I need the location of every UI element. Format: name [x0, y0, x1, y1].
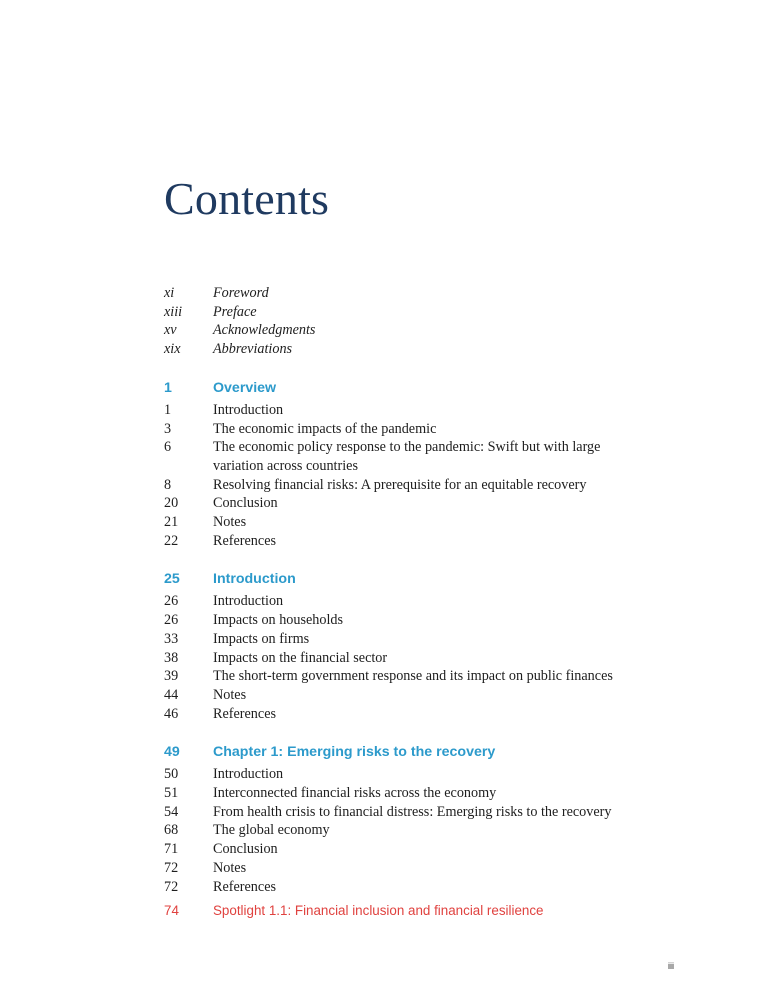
section-title: Overview [213, 379, 277, 396]
entry-title: Resolving financial risks: A prerequisite for an equitable recovery [213, 476, 587, 493]
entry-page: 22 [164, 532, 179, 549]
toc-section-introduction [164, 570, 684, 723]
toc-entry[interactable] [164, 705, 684, 724]
section-page: 49 [164, 744, 180, 761]
entry-page: 20 [164, 495, 179, 512]
entry-page: 3 [164, 420, 172, 437]
toc-entry[interactable] [164, 765, 684, 784]
entry-title: References [213, 705, 277, 722]
toc-entry[interactable] [164, 821, 684, 840]
section-title: Introduction [213, 571, 296, 588]
entry-title: The short-term government response and its impact on public finances [213, 668, 613, 685]
section-heading[interactable] [164, 743, 684, 761]
toc-entry[interactable] [164, 513, 684, 532]
entry-title: Notes [213, 859, 247, 876]
toc-entry[interactable] [164, 401, 684, 420]
entry-page: xiii [164, 303, 183, 320]
entry-title: Conclusion [213, 841, 278, 858]
table-of-contents [164, 284, 684, 920]
section-heading[interactable] [164, 379, 684, 397]
entry-title: Notes [213, 686, 247, 703]
section-page: 25 [164, 571, 180, 588]
toc-entry[interactable] [164, 859, 684, 878]
entry-page: 72 [164, 878, 179, 895]
toc-entry[interactable] [164, 340, 684, 359]
section-page: 1 [164, 379, 172, 396]
entry-page: xi [164, 285, 175, 301]
entry-title: From health crisis to financial distress: Emerging risks to the recovery [213, 803, 612, 820]
entry-title: The economic impacts of the pandemic [213, 420, 437, 437]
toc-entry[interactable] [164, 630, 684, 649]
entry-page: 51 [164, 785, 179, 802]
entry-title: Introduction [213, 401, 284, 418]
entry-page: 46 [164, 705, 179, 722]
toc-entry[interactable] [164, 592, 684, 611]
toc-entry[interactable] [164, 476, 684, 495]
entry-title: References [213, 878, 277, 895]
toc-entry[interactable] [164, 803, 684, 822]
entry-page: 68 [164, 822, 179, 839]
entry-title: Impacts on households [213, 612, 344, 629]
entry-page: 1 [164, 401, 172, 418]
entry-page: 72 [164, 859, 179, 876]
entry-page: 71 [164, 841, 179, 858]
toc-entry[interactable] [164, 878, 684, 897]
toc-entry[interactable] [164, 611, 684, 630]
entry-title: The economic policy response to the pandemic: Swift but with large variation across countries [213, 439, 601, 474]
entry-title: Conclusion [213, 495, 278, 512]
entry-title: Impacts on firms [213, 630, 310, 647]
entry-page: xix [164, 341, 181, 358]
entry-page: 44 [164, 686, 179, 703]
entry-page: 38 [164, 649, 179, 666]
toc-entry[interactable] [164, 686, 684, 705]
toc-entry[interactable] [164, 420, 684, 439]
entry-page: 33 [164, 630, 179, 647]
toc-entry[interactable] [164, 667, 684, 686]
toc-entry[interactable] [164, 840, 684, 859]
toc-entry[interactable] [164, 284, 684, 303]
entry-page: 26 [164, 612, 179, 629]
entry-page: 6 [164, 439, 172, 456]
entry-page: 21 [164, 514, 179, 531]
toc-section-overview [164, 379, 684, 551]
toc-entry[interactable] [164, 438, 684, 475]
entry-title: Foreword [213, 285, 269, 301]
entry-title: Abbreviations [213, 341, 293, 358]
toc-entry[interactable] [164, 494, 684, 513]
toc-entry[interactable] [164, 649, 684, 668]
entry-title: Acknowledgments [213, 322, 316, 339]
spotlight-title: Spotlight 1.1: Financial inclusion and financial resilience [213, 903, 544, 919]
entry-title: The global economy [213, 822, 330, 839]
toc-entry[interactable] [164, 532, 684, 551]
entry-page: 39 [164, 668, 179, 685]
entry-page: 26 [164, 593, 179, 610]
entry-title: Interconnected financial risks across the economy [213, 785, 497, 802]
section-heading[interactable] [164, 570, 684, 588]
page-title: Contents [164, 173, 330, 224]
toc-entry[interactable] [164, 321, 684, 340]
spotlight-page: 74 [164, 903, 179, 919]
entry-page: 8 [164, 476, 172, 493]
entry-page: 54 [164, 803, 179, 820]
toc-entry[interactable] [164, 784, 684, 803]
toc-entry[interactable] [164, 303, 684, 322]
entry-title: Introduction [213, 593, 284, 610]
entry-title: Preface [213, 303, 257, 320]
page-number: iii [668, 961, 674, 971]
entry-title: Notes [213, 514, 247, 531]
entry-title: Impacts on the financial sector [213, 649, 388, 666]
entry-title: References [213, 532, 277, 549]
entry-page: xv [164, 322, 177, 339]
entry-title: Introduction [213, 766, 284, 783]
section-title: Chapter 1: Emerging risks to the recovery [213, 744, 496, 761]
toc-section-chapter-1 [164, 743, 684, 920]
entry-page: 50 [164, 766, 179, 783]
front-matter-list [164, 284, 684, 359]
spotlight-entry[interactable] [164, 902, 684, 920]
